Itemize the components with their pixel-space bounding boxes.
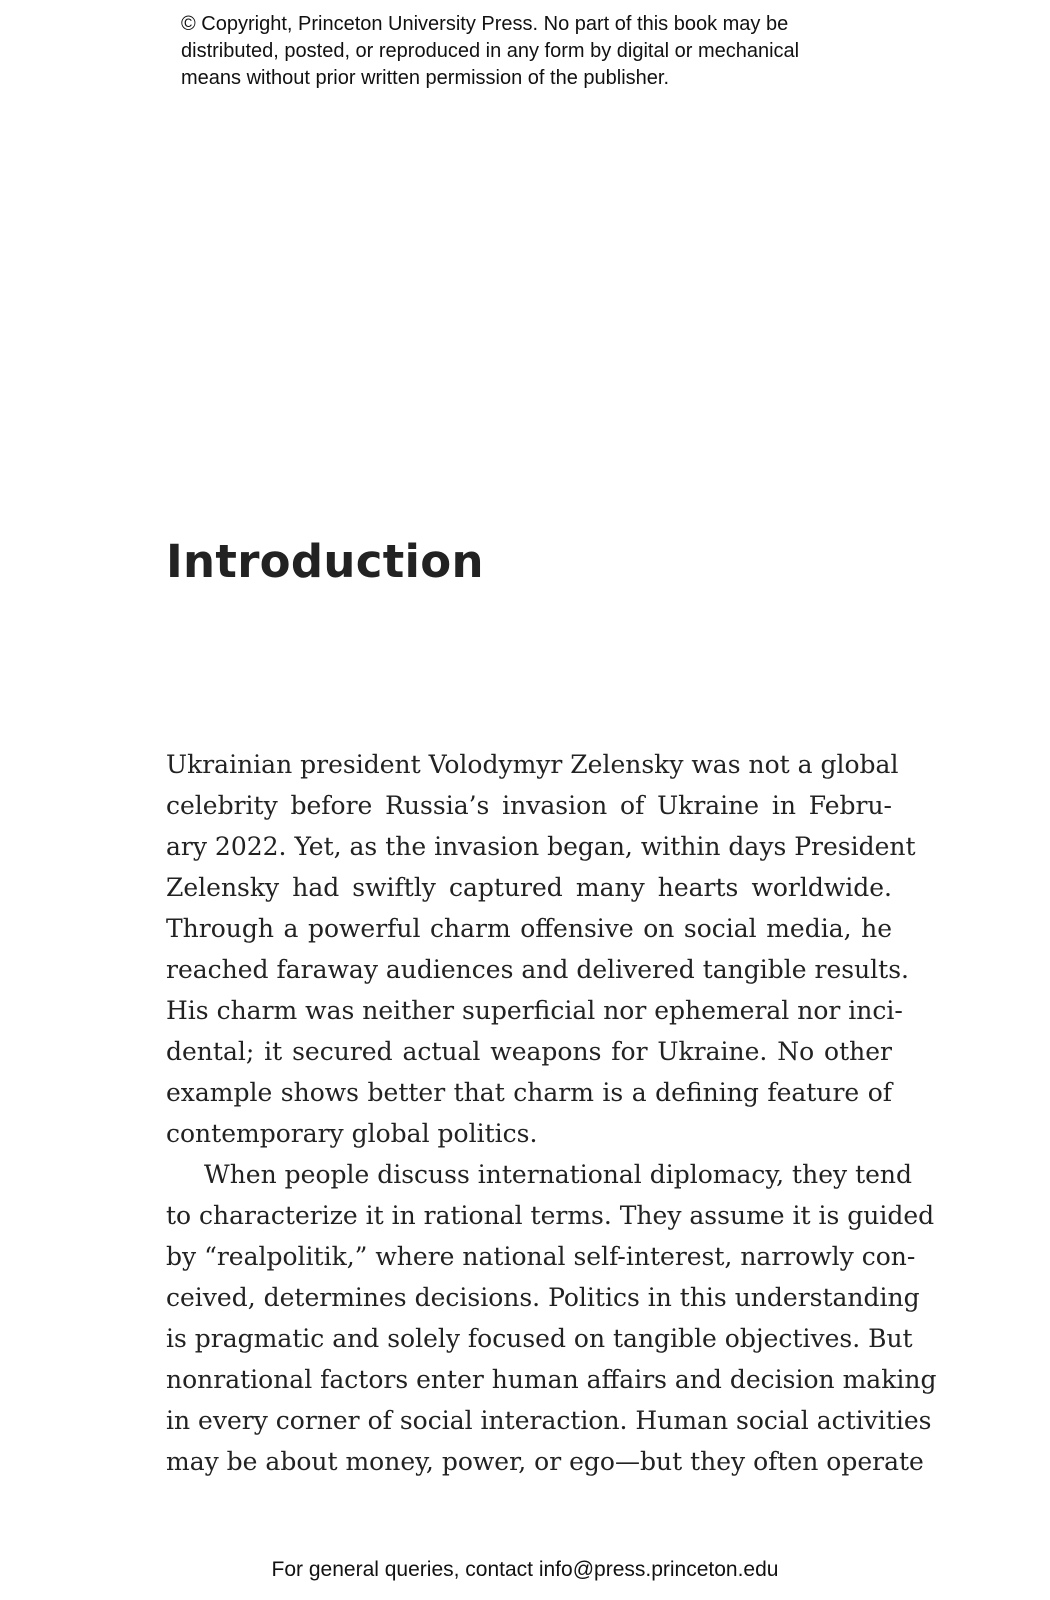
text-line: is pragmatic and solely focused on tangible objectives. But <box>166 1324 913 1353</box>
chapter-title: Introduction <box>166 535 484 588</box>
text-line: by “realpolitik,” where national self-interest, narrowly con- <box>166 1242 916 1271</box>
text-line: ceived, determines decisions. Politics in this understanding <box>166 1283 920 1312</box>
copyright-line: means without prior written permission of the publisher. <box>181 67 670 89</box>
paragraph-1 <box>166 744 916 1154</box>
body-text <box>166 744 937 1482</box>
text-line: reached faraway audiences and delivered tangible results. <box>166 955 910 984</box>
text-line: example shows better that charm is a defining feature of <box>166 1078 892 1107</box>
text-line: in every corner of social interaction. Human social activities <box>166 1406 932 1435</box>
text-line: Through a powerful charm offensive on social media, he <box>166 914 892 943</box>
text-line: contemporary global politics. <box>166 1119 538 1148</box>
text-line: Ukrainian president Volodymyr Zelensky was not a global <box>166 750 899 779</box>
copyright-line: © Copyright, Princeton University Press. No part of this book may be <box>181 13 789 35</box>
text-line: may be about money, power, or ego—but they often operate <box>166 1447 924 1476</box>
footer-contact: For general queries, contact info@press.princeton.edu <box>271 1558 779 1581</box>
text-line: nonrational factors enter human affairs and decision making <box>166 1365 937 1394</box>
paragraph-2 <box>166 1154 937 1482</box>
text-line: dental; it secured actual weapons for Ukraine. No other <box>166 1037 892 1066</box>
text-line: to characterize it in rational terms. They assume it is guided <box>166 1201 935 1230</box>
text-line: Zelensky had swiftly captured many hearts worldwide. <box>166 873 892 902</box>
copyright-notice <box>181 11 901 92</box>
text-line: His charm was neither superficial nor ephemeral nor inci- <box>166 996 903 1025</box>
text-line: celebrity before Russia’s invasion of Ukraine in Febru- <box>166 791 892 820</box>
copyright-line: distributed, posted, or reproduced in any form by digital or mechanical <box>181 40 800 62</box>
text-line: ary 2022. Yet, as the invasion began, within days President <box>166 832 916 861</box>
text-line: When people discuss international diplomacy, they tend <box>204 1160 913 1189</box>
